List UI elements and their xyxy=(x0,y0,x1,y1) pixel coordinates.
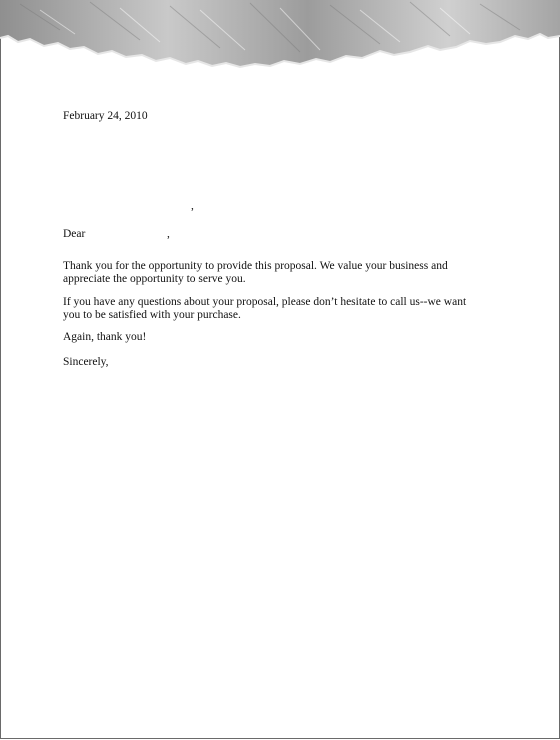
paragraph-line: Thank you for the opportunity to provide this proposal. We value your business and xyxy=(63,260,448,272)
paragraph-line: you to be satisfied with your purchase. xyxy=(63,308,241,321)
closing-sincerely: Sincerely, xyxy=(63,356,109,368)
paragraph-again: Again, thank you! xyxy=(63,331,147,343)
paragraph-line: appreciate the opportunity to serve you. xyxy=(63,272,246,285)
paragraph-questions xyxy=(63,296,483,321)
letter-date: February 24, 2010 xyxy=(63,110,148,122)
paragraph-thank-you xyxy=(63,260,483,285)
torn-paper-header xyxy=(0,0,560,72)
paragraph-line: If you have any questions about your proposal, please don’t hesitate to call us--we want xyxy=(63,296,467,308)
address-comma: , xyxy=(191,200,194,212)
salutation: Dear xyxy=(63,228,86,240)
salutation-comma: , xyxy=(167,228,170,240)
